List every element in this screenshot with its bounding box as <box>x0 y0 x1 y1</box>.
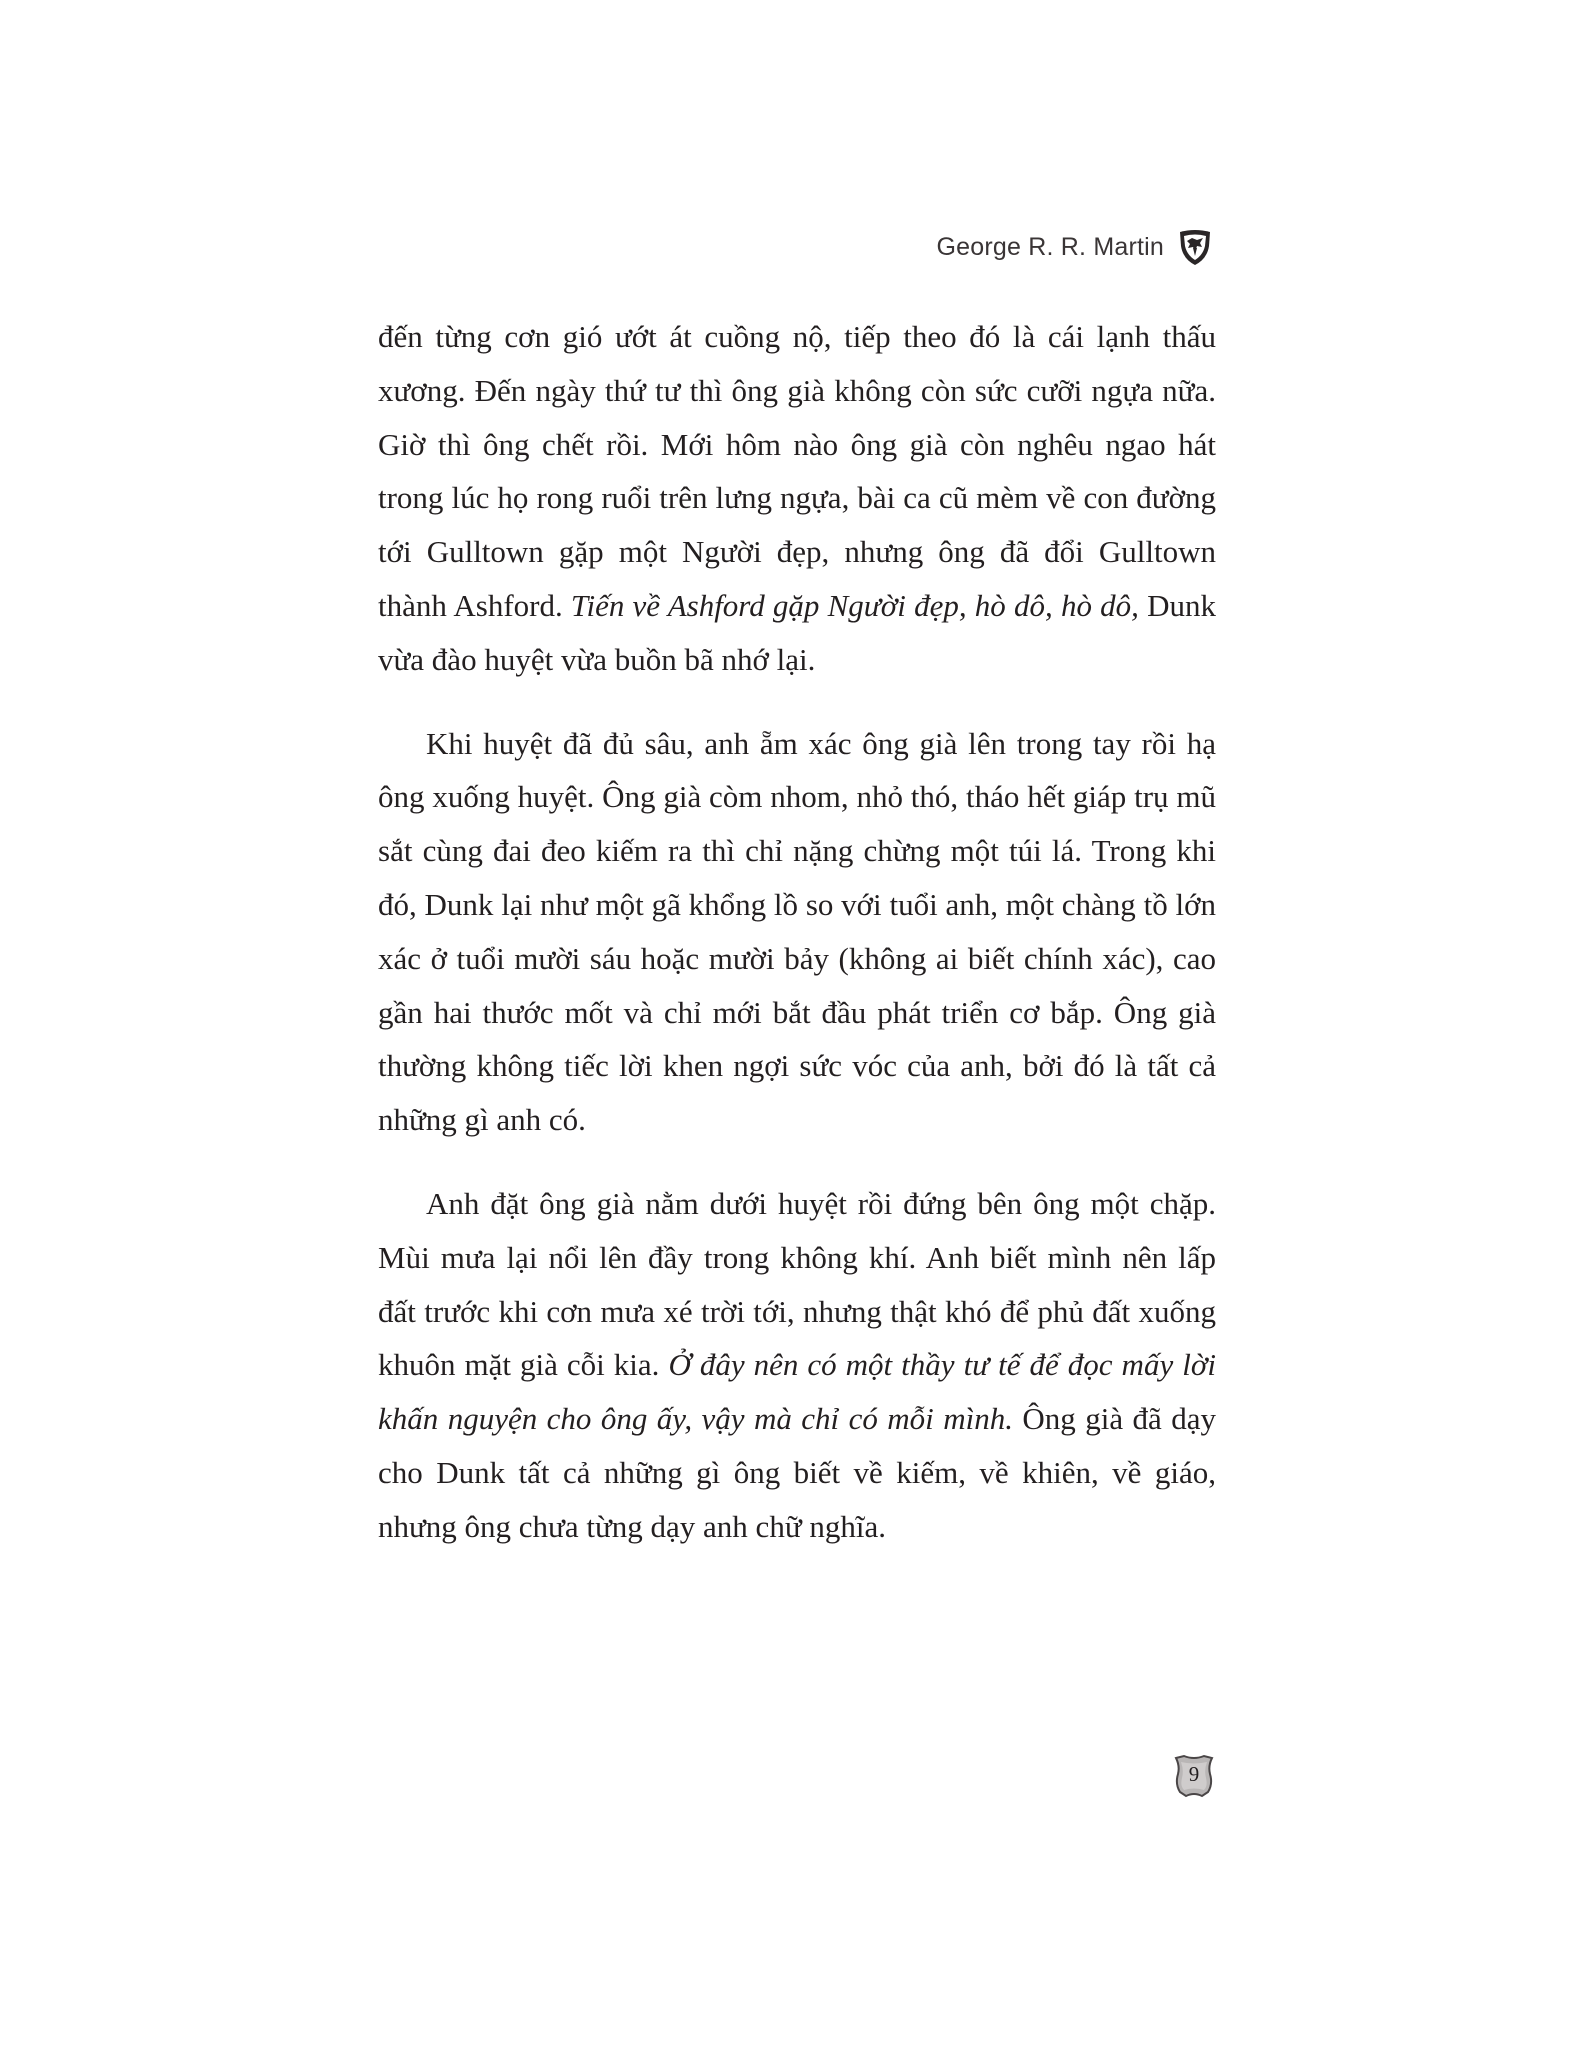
author-name: George R. R. Martin <box>936 232 1164 261</box>
body-text <box>378 310 1216 1554</box>
paragraph-1-italic: Tiến về Ashford gặp Người đẹp, hò dô, hò dô, <box>570 587 1139 623</box>
page-number: 9 <box>1188 1762 1200 1786</box>
paragraph-3-text-a: Anh đặt ông già nằm dưới huyệt rồi đứng bên ông một chặp. Mùi mưa lại nổi lên đầy trong không khí. Anh biết mình nên lấp đất trước khi cơn mưa xé trời tới, nhưng thật khó để phủ đất xuống khuôn mặt già cỗi kia. <box>378 1185 1216 1383</box>
shield-crest-icon <box>1178 228 1212 266</box>
paragraph-3-italic: Ở đây nên có một thầy tư tế để đọc mấy lời khấn nguyện cho ông ấy, vậy mà chỉ có mỗi mình. <box>378 1347 1216 1437</box>
paragraph-1-text-a: đến từng cơn gió ướt át cuồng nộ, tiếp theo đó là cái lạnh thấu xương. Đến ngày thứ tư thì ông già không còn sức cưỡi ngựa nữa. Giờ thì ông chết rồi. Mới hôm nào ông già còn nghêu ngao hát trong lúc họ rong ruổi trên lưng ngựa, bài ca cũ mèm về con đường tới Gulltown gặp một Người đẹp, nhưng ông đã đổi Gulltown thành Ashford. <box>378 319 1216 623</box>
paragraph-2: Khi huyệt đã đủ sâu, anh ẵm xác ông già lên trong tay rồi hạ ông xuống huyệt. Ông già còm nhom, nhỏ thó, tháo hết giáp trụ mũ sắt cùng đai đeo kiếm ra thì chỉ nặng chừng một túi lá. Trong khi đó, Dunk lại như một gã khổng lồ so với tuổi anh, một chàng tồ lớn xác ở tuổi mười sáu hoặc mười bảy (không ai biết chính xác), cao gần hai thước mốt và chỉ mới bắt đầu phát triển cơ bắp. Ông già thường không tiếc lời khen ngợi sức vóc của anh, bởi đó là tất cả những gì anh có. <box>378 725 1216 1138</box>
running-header <box>937 222 1212 272</box>
paragraph-3-text-b: Ông già đã dạy cho Dunk tất cả những gì ông biết về kiếm, về khiên, về giáo, nhưng ông chưa từng dạy anh chữ nghĩa. <box>378 1401 1217 1544</box>
paragraph-1-text-b: Dunk vừa đào huyệt vừa buồn bã nhớ lại. <box>378 587 1216 677</box>
paragraph-3 <box>378 1177 1216 1554</box>
page-number-badge <box>1172 1752 1216 1800</box>
paragraph-1 <box>378 310 1216 687</box>
